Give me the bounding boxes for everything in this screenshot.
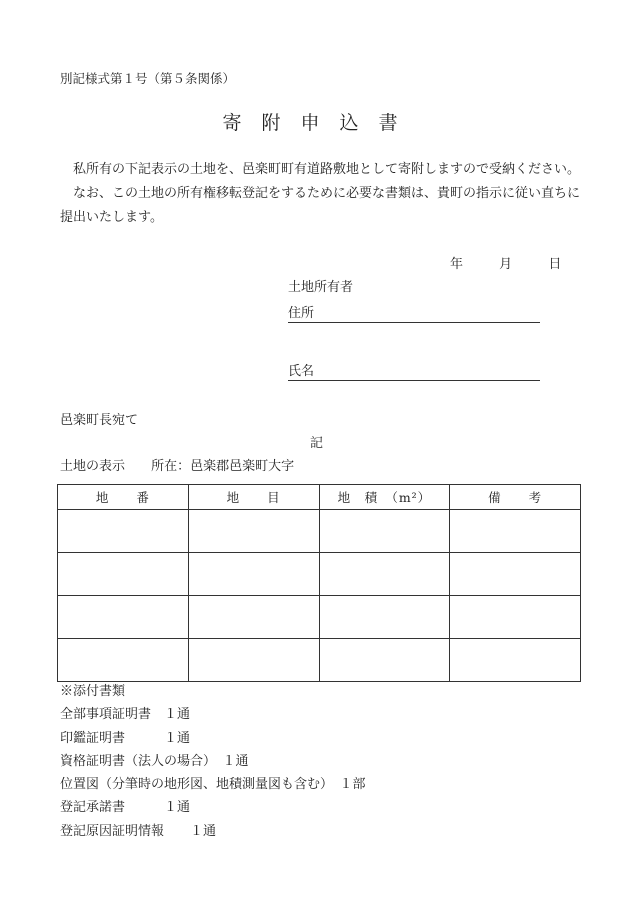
owner-label: 土地所有者 xyxy=(288,280,354,295)
table-cell[interactable] xyxy=(450,510,581,553)
land-table-header xyxy=(58,485,581,510)
table-cell[interactable] xyxy=(319,639,450,682)
name-label: 氏名 xyxy=(288,364,315,379)
table-row xyxy=(58,639,581,682)
attachment-item: 登記承諾書 １通 xyxy=(60,800,191,816)
table-cell[interactable] xyxy=(188,596,319,639)
table-row xyxy=(58,510,581,553)
form-number: 別記様式第１号（第５条関係） xyxy=(60,71,236,86)
attachment-item: 全部事項証明書 １通 xyxy=(60,707,191,723)
table-cell[interactable] xyxy=(450,639,581,682)
body-text xyxy=(60,158,580,230)
date-year-label: 年 xyxy=(450,257,464,272)
table-cell[interactable] xyxy=(188,553,319,596)
header-land-category: 地 目 xyxy=(188,485,319,510)
address-label: 住所 xyxy=(288,306,315,321)
attachment-item: 登記原因証明情報 １通 xyxy=(60,823,217,839)
table-cell[interactable] xyxy=(319,596,450,639)
table-cell[interactable] xyxy=(58,553,189,596)
date-month-label: 月 xyxy=(499,257,513,272)
attachments-list xyxy=(60,680,366,843)
name-field[interactable] xyxy=(288,360,540,381)
body-paragraph-2: なお、この土地の所有権移転登記をするために必要な書類は、貴町の指示に従い直ちに提出いたします。 xyxy=(60,186,581,225)
header-lot-number: 地 番 xyxy=(58,485,189,510)
table-row xyxy=(58,553,581,596)
attachments-heading: ※添付書類 xyxy=(60,684,126,699)
table-cell[interactable] xyxy=(450,596,581,639)
land-table xyxy=(57,484,581,682)
attachment-item: 資格証明書（法人の場合） １通 xyxy=(60,753,249,769)
table-cell[interactable] xyxy=(188,510,319,553)
attachment-item: 印鑑証明書 １通 xyxy=(60,730,191,746)
land-display-row xyxy=(60,455,294,474)
table-cell[interactable] xyxy=(58,596,189,639)
table-cell[interactable] xyxy=(58,639,189,682)
header-area: 地 積 （m²） xyxy=(319,485,450,510)
header-remarks: 備 考 xyxy=(450,485,581,510)
land-location: 所在：邑楽郡邑楽町大字 xyxy=(151,459,295,474)
addressee: 邑楽町長宛て xyxy=(60,413,139,428)
land-label: 土地の表示 xyxy=(60,459,126,474)
table-cell[interactable] xyxy=(58,510,189,553)
ki-heading: 記 xyxy=(310,436,324,451)
date-row xyxy=(450,253,561,272)
table-row xyxy=(58,596,581,639)
date-day-label: 日 xyxy=(548,257,562,272)
table-cell[interactable] xyxy=(188,639,319,682)
page-title: 寄附申込書 xyxy=(222,112,418,134)
address-field[interactable] xyxy=(288,302,540,323)
table-cell[interactable] xyxy=(319,553,450,596)
attachment-item: 位置図（分筆時の地形図、地積測量図も含む） １部 xyxy=(60,777,366,793)
table-cell[interactable] xyxy=(319,510,450,553)
body-paragraph-1: 私所有の下記表示の土地を、邑楽町町有道路敷地として寄附しますので受納ください。 xyxy=(73,162,581,177)
table-cell[interactable] xyxy=(450,553,581,596)
